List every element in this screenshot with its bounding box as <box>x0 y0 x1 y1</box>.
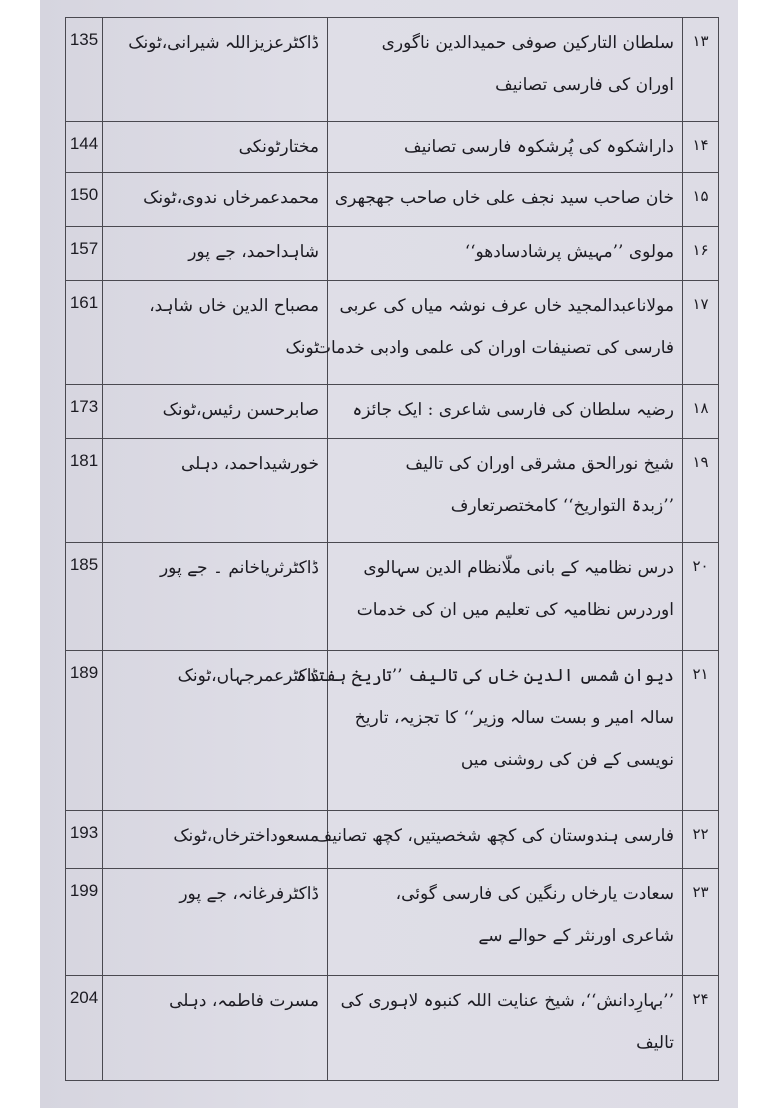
serial-number: ۱۵ <box>683 173 719 227</box>
author-line: شاہداحمد، جے پور <box>188 242 319 262</box>
author-line: ڈاکٹرعمرجہاں،ٹونک <box>177 666 319 686</box>
author-cell <box>103 811 328 869</box>
author-line: ٹونک <box>285 338 319 358</box>
title-cell <box>328 543 683 651</box>
author-line: مسرت فاطمہ، دہلی <box>169 991 319 1011</box>
serial-number: ۱۴ <box>683 122 719 173</box>
toc-row <box>66 18 719 122</box>
title-line: مولوی ’’مہیش پرشادسادھو‘‘ <box>464 242 674 262</box>
page-number: 189 <box>66 651 103 811</box>
author-line: مختارٹونکی <box>238 137 319 157</box>
title-line: درس نظامیہ کے بانی ملّانظام الدین سہالوی <box>363 558 674 578</box>
title-line: ’’زبدۃ التواریخ‘‘ کامختصرتعارف <box>450 496 674 516</box>
title-line: سعادت یارخاں رنگین کی فارسی گوئی، <box>395 884 674 904</box>
title-line: مولاناعبدالمجید خاں عرف نوشہ میاں کی عربی <box>339 296 674 316</box>
serial-number: ۱۹ <box>683 439 719 543</box>
title-line: ’’بہارِدانش‘‘، شیخ عنایت اللہ کنبوہ لاہوری کی <box>340 991 674 1011</box>
page-number: 204 <box>66 976 103 1081</box>
title-cell <box>328 18 683 122</box>
title-cell <box>314 811 683 869</box>
toc-table <box>65 17 719 1081</box>
toc-body <box>66 18 719 1081</box>
toc-row <box>66 227 719 281</box>
author-line: مسعوداخترخاں،ٹونک <box>173 826 319 846</box>
title-cell <box>328 976 683 1081</box>
title-line: داراشکوہ کی پُرشکوہ فارسی تصانیف <box>403 137 674 157</box>
author-line: صابرحسن رئیس،ٹونک <box>162 400 319 420</box>
author-cell <box>103 869 328 976</box>
page-number: 185 <box>66 543 103 651</box>
toc-row <box>66 385 719 439</box>
author-cell <box>103 543 328 651</box>
page-number: 181 <box>66 439 103 543</box>
toc-row <box>66 976 719 1081</box>
serial-number: ۲۰ <box>683 543 719 651</box>
author-cell <box>103 173 328 227</box>
author-line: مصباح الدین خاں شاہد، <box>149 296 319 316</box>
author-cell <box>103 122 328 173</box>
author-cell <box>103 439 328 543</box>
page-number: 157 <box>66 227 103 281</box>
toc-row <box>66 543 719 651</box>
title-line: دیوان شمس الدین خاں کی تالیف ’’تاریخ ہفتدہ <box>296 666 674 686</box>
title-cell <box>296 651 683 811</box>
title-line: شیخ نورالحق مشرقی اوران کی تالیف <box>405 454 674 474</box>
author-cell <box>103 385 328 439</box>
author-cell <box>103 281 328 385</box>
author-line: ڈاکٹرثریاخانم ۔ جے پور <box>159 558 319 578</box>
author-line: محمدعمرخاں ندوی،ٹونک <box>143 188 319 208</box>
toc-row <box>66 281 719 385</box>
title-line: شاعری اورنثر کے حوالے سے <box>478 926 674 946</box>
title-cell <box>328 227 683 281</box>
page-number: 161 <box>66 281 103 385</box>
author-cell <box>103 651 328 811</box>
title-cell <box>328 173 683 227</box>
toc-row <box>66 869 719 976</box>
author-cell <box>103 18 328 122</box>
author-line: ڈاکٹرفرغانہ، جے پور <box>179 884 319 904</box>
serial-number: ۲۴ <box>683 976 719 1081</box>
page-number: 173 <box>66 385 103 439</box>
serial-number: ۱۸ <box>683 385 719 439</box>
author-cell <box>103 227 328 281</box>
title-line: فارسی ہندوستان کی کچھ شخصیتیں، کچھ تصانیف <box>314 826 674 846</box>
author-cell <box>103 976 328 1081</box>
page-number: 135 <box>66 18 103 122</box>
title-line: سلطان التارکین صوفی حمیدالدین ناگوری <box>381 33 674 53</box>
title-cell <box>328 122 683 173</box>
serial-number: ۱۳ <box>683 18 719 122</box>
title-line: خان صاحب سید نجف علی خاں صاحب جھجھری <box>334 188 674 208</box>
serial-number: ۲۲ <box>683 811 719 869</box>
toc-row <box>66 122 719 173</box>
title-line: اوران کی فارسی تصانیف <box>495 75 674 95</box>
serial-number: ۲۳ <box>683 869 719 976</box>
author-line: ڈاکٹرعزیزاللہ شیرانی،ٹونک <box>128 33 319 53</box>
serial-number: ۱۶ <box>683 227 719 281</box>
toc-row <box>66 439 719 543</box>
page-number: 193 <box>66 811 103 869</box>
title-line: اوردرس نظامیہ کی تعلیم میں ان کی خدمات <box>356 600 674 620</box>
title-line: سالہ امیر و بست سالہ وزیر‘‘ کا تجزیہ، تاریخ <box>354 708 674 728</box>
title-line: فارسی کی تصنیفات اوران کی علمی وادبی خدمات <box>314 338 674 358</box>
toc-row <box>66 811 719 869</box>
title-line: تالیف <box>636 1033 674 1053</box>
title-cell <box>328 439 683 543</box>
page-number: 144 <box>66 122 103 173</box>
serial-number: ۱۷ <box>683 281 719 385</box>
page-number: 150 <box>66 173 103 227</box>
title-cell <box>328 385 683 439</box>
title-line: نویسی کے فن کی روشنی میں <box>460 750 674 770</box>
title-line: رضیہ سلطان کی فارسی شاعری : ایک جائزہ <box>352 400 674 420</box>
title-cell <box>328 869 683 976</box>
serial-number: ۲۱ <box>683 651 719 811</box>
page-number: 199 <box>66 869 103 976</box>
title-cell <box>314 281 683 385</box>
toc-row <box>66 651 719 811</box>
author-line: خورشیداحمد، دہلی <box>180 454 319 474</box>
toc-row <box>66 173 719 227</box>
